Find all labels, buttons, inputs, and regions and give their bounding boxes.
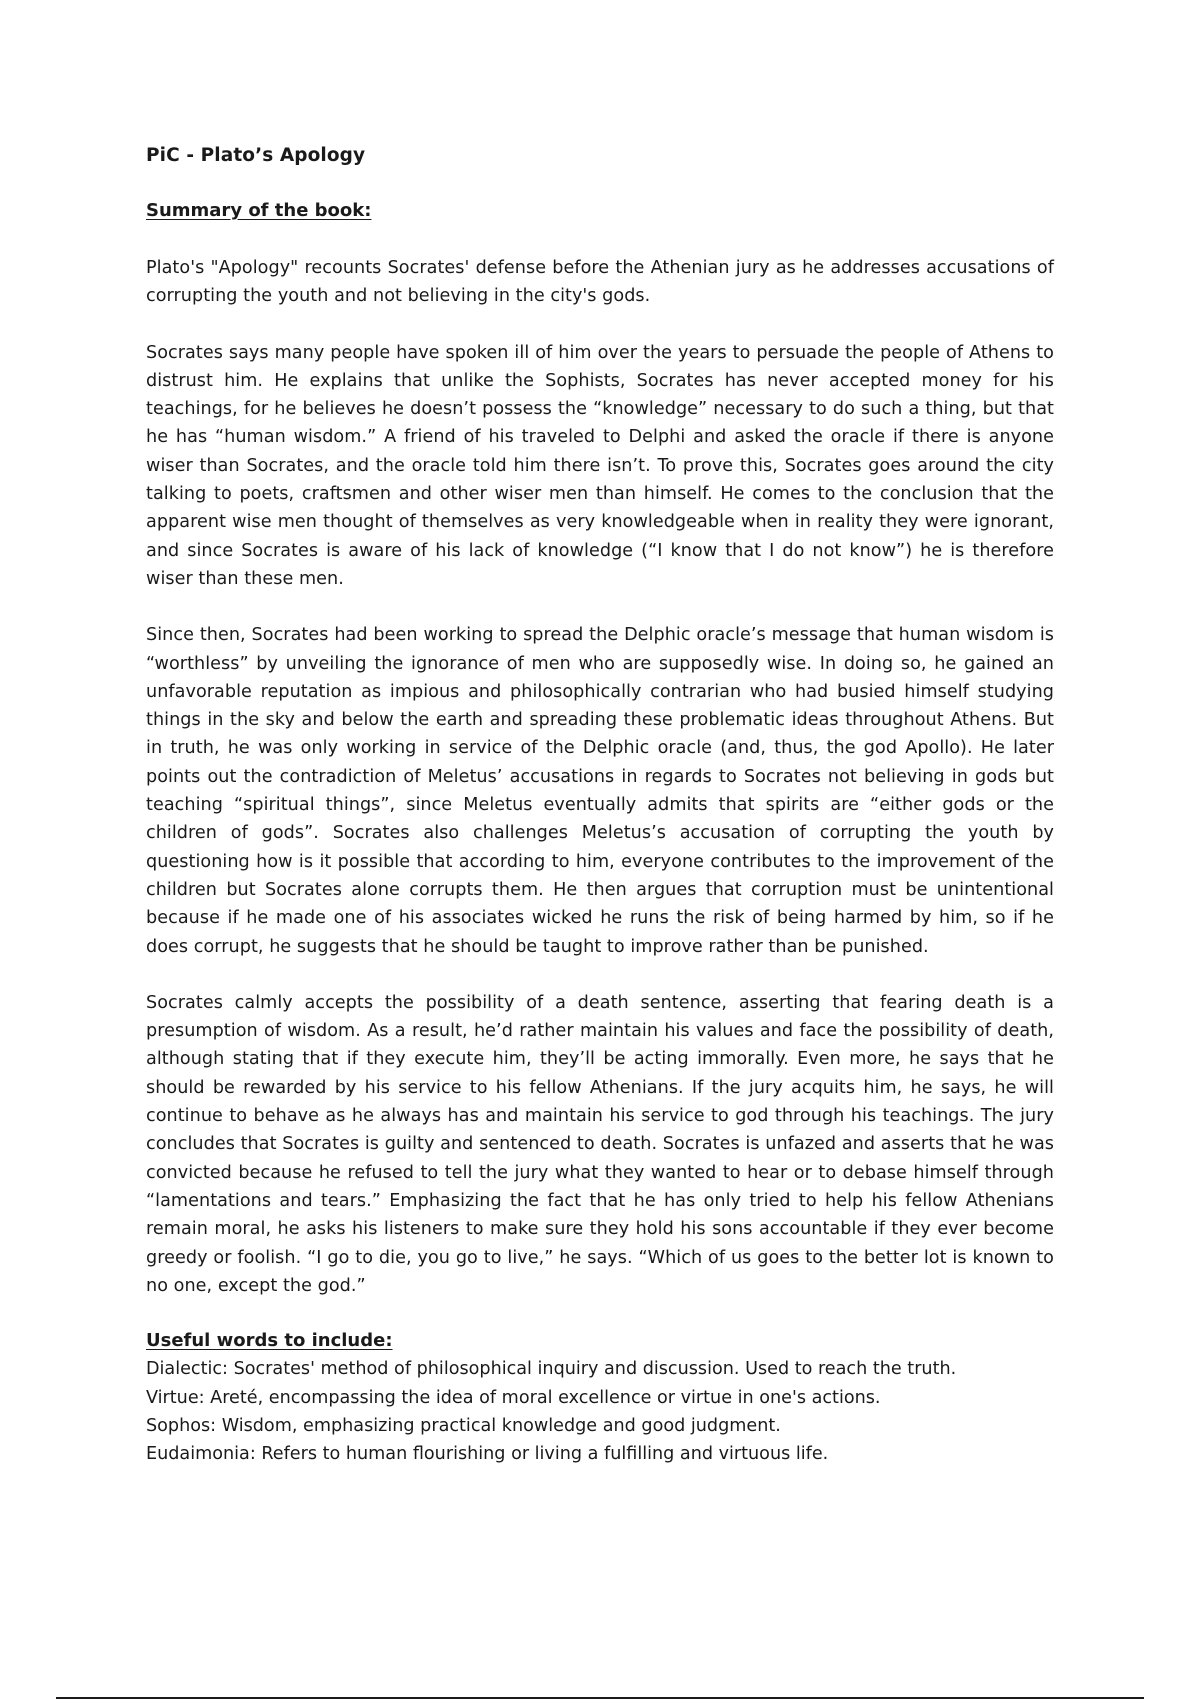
useful-words-list	[146, 1355, 1054, 1469]
document-page	[146, 142, 1054, 1469]
document-title: PiC - Plato’s Apology	[146, 145, 366, 166]
useful-word-dialectic: Dialectic: Socrates' method of philosophical inquiry and discussion. Used to reach the truth.	[146, 1359, 957, 1380]
useful-word-eudaimonia: Eudaimonia: Refers to human flourishing or living a fulfilling and virtuous life.	[146, 1444, 829, 1465]
summary-paragraph-1: Plato's "Apology" recounts Socrates' defense before the Athenian jury as he addresses accusations of corrupting the youth and not believing in the city's gods.	[146, 258, 1054, 307]
footer-divider	[56, 1697, 1144, 1699]
useful-words-heading: Useful words to include:	[146, 1330, 393, 1352]
summary-paragraph-2: Socrates says many people have spoken ill of him over the years to persuade the people of Athens to distrust him. He explains that unlike the Sophists, Socrates has never accepted money for his teachings, for he believes he doesn’t possess the “knowledge” necessary to do such a thing, but that he has “human wisdom.” A friend of his traveled to Delphi and asked the oracle if there is anyone wiser than Socrates, and the oracle told him there isn’t. To prove this, Socrates goes around the city talking to poets, craftsmen and other wiser men than himself. He comes to the conclusion that the apparent wise men thought of themselves as very knowledgeable when in reality they were ignorant, and since Socrates is aware of his lack of knowledge (“I know that I do not know”) he is therefore wiser than these men.	[146, 342, 1054, 589]
summary-heading: Summary of the book:	[146, 200, 372, 221]
summary-paragraph-4: Socrates calmly accepts the possibility of a death sentence, asserting that fearing death is a presumption of wisdom. As a result, he’d rather maintain his values and face the possibility of death, although stating that if they execute him, they’ll be acting immorally. Even more, he says that he should be rewarded by his service to his fellow Athenians. If the jury acquits him, he says, he will continue to behave as he always has and maintain his service to god through his teachings. The jury concludes that Socrates is guilty and sentenced to death. Socrates is unfazed and asserts that he was convicted because he refused to tell the jury what they wanted to hear or to debase himself through “lamentations and tears.” Emphasizing the fact that he has only tried to help his fellow Athenians remain moral, he asks his listeners to make sure they hold his sons accountable if they ever become greedy or foolish. “I go to die, you go to live,” he says. “Which of us goes to the better lot is known to no one, except the god.”	[146, 992, 1054, 1296]
summary-paragraph-3: Since then, Socrates had been working to spread the Delphic oracle’s message that human wisdom is “worthless” by unveiling the ignorance of men who are supposedly wise. In doing so, he gained an unfavorable reputation as impious and philosophically contrarian who had busied himself studying things in the sky and below the earth and spreading these problematic ideas throughout Athens. But in truth, he was only working in service of the Delphic oracle (and, thus, the god Apollo). He later points out the contradiction of Meletus’ accusations in regards to Socrates not believing in gods but teaching “spiritual things”, since Meletus eventually admits that spirits are “either gods or the children of gods”. Socrates also challenges Meletus’s accusation of corrupting the youth by questioning how is it possible that according to him, everyone contributes to the improvement of the children but Socrates alone corrupts them. He then argues that corruption must be unintentional because if he made one of his associates wicked he runs the risk of being harmed by him, so if he does corrupt, he suggests that he should be taught to improve rather than be punished.	[146, 625, 1054, 957]
useful-word-sophos: Sophos: Wisdom, emphasizing practical knowledge and good judgment.	[146, 1415, 781, 1436]
useful-word-virtue: Virtue: Areté, encompassing the idea of moral excellence or virtue in one's actions.	[146, 1387, 881, 1408]
